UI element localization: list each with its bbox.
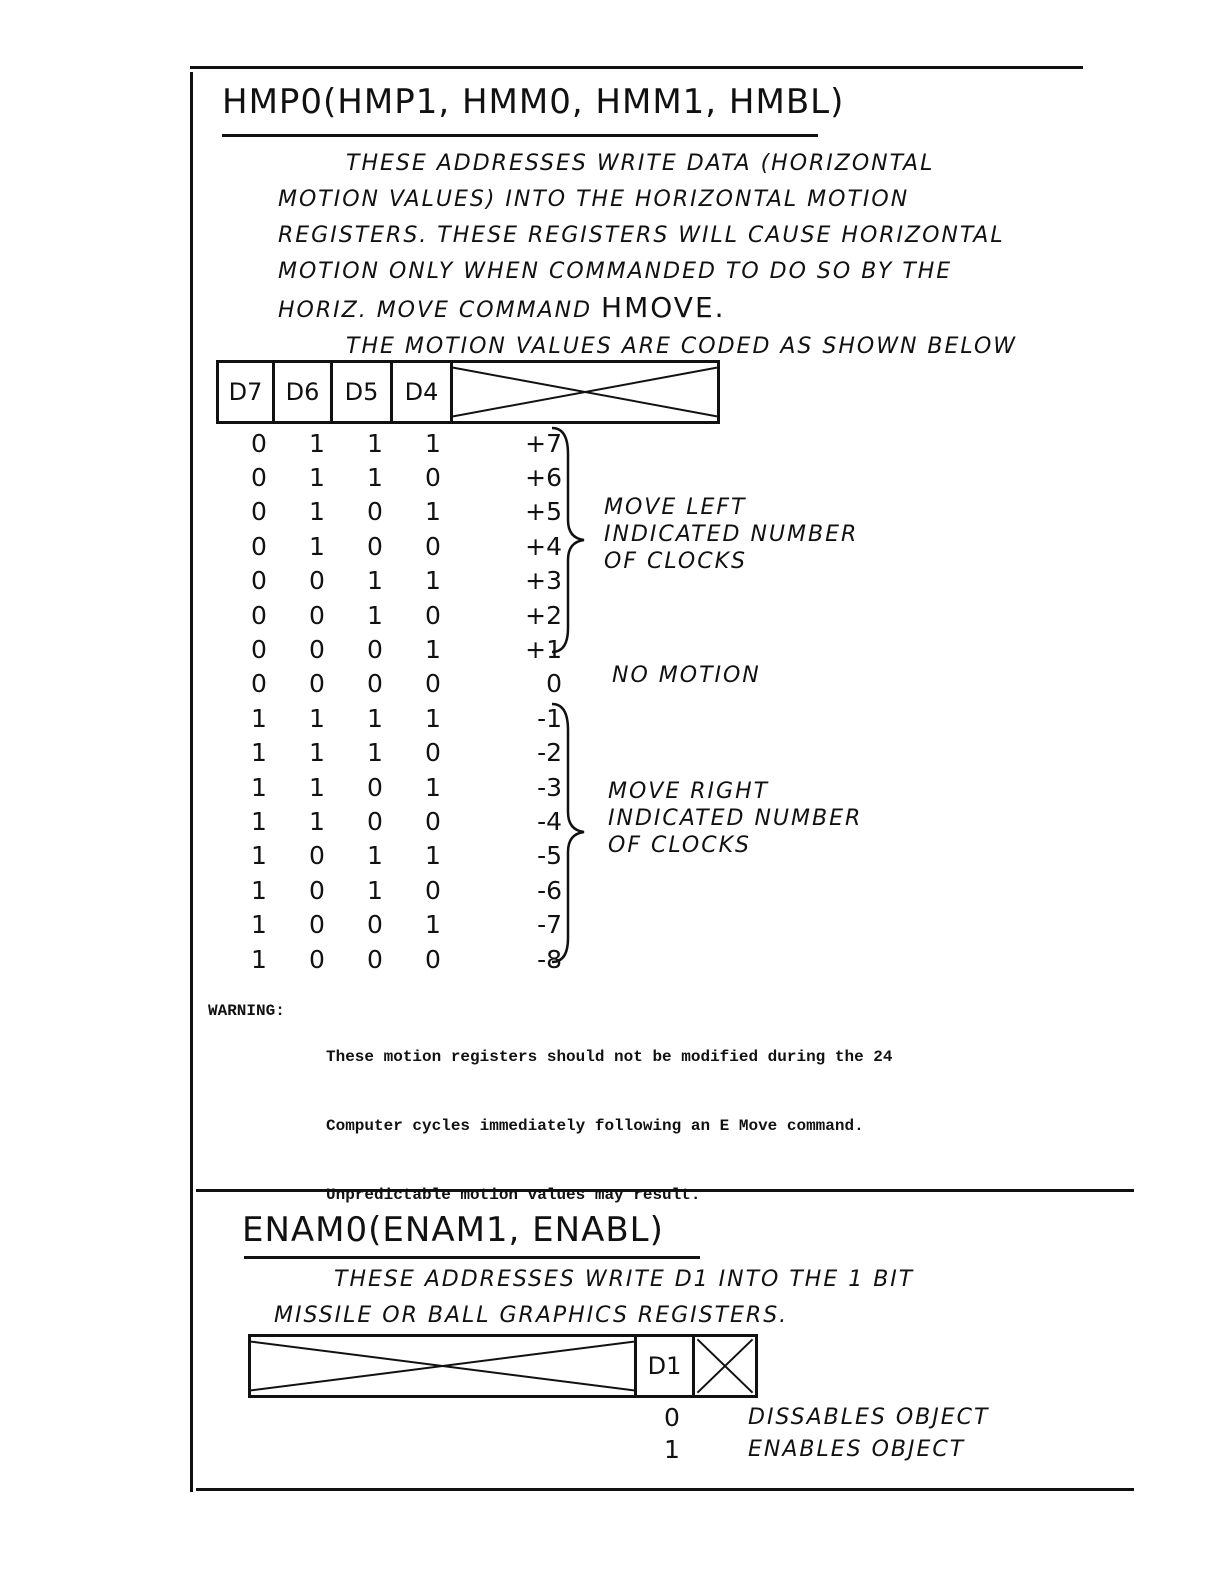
bit-value: 0 xyxy=(251,428,267,458)
motion-row xyxy=(230,839,582,873)
bit-value: 1 xyxy=(251,841,267,871)
move-left-brace xyxy=(548,424,598,656)
bit-value: 1 xyxy=(425,635,441,665)
register-bit-d7: D7 xyxy=(219,363,275,421)
bit-value: 1 xyxy=(367,463,383,493)
bit-value: 0 xyxy=(251,635,267,665)
top-rule xyxy=(190,66,1083,69)
motion-row xyxy=(230,701,582,735)
motion-value: +6 xyxy=(525,463,562,493)
register-bit-d4: D4 xyxy=(393,363,453,421)
bit-value: 1 xyxy=(367,428,383,458)
motion-value: +7 xyxy=(525,428,562,458)
bit-value: 0 xyxy=(251,497,267,527)
bit-value: 1 xyxy=(367,875,383,905)
bit-value: 0 xyxy=(251,600,267,630)
bit-value: 0 xyxy=(309,600,325,630)
enable-option-row xyxy=(656,1402,989,1434)
bit-value: 0 xyxy=(309,910,325,940)
motion-row xyxy=(230,804,582,838)
bit-value: 0 xyxy=(367,497,383,527)
bit-value: 1 xyxy=(251,910,267,940)
bit-value: 0 xyxy=(251,566,267,596)
motion-value: -1 xyxy=(537,703,562,733)
option-value: 0 xyxy=(664,1403,682,1432)
bit-value: 0 xyxy=(367,531,383,561)
description-line: THESE ADDRESSES WRITE DATA (HORIZONTAL xyxy=(346,151,935,176)
enable-register-diagram xyxy=(248,1334,758,1398)
motion-value: +1 xyxy=(525,635,562,665)
move-right-brace xyxy=(548,700,598,966)
register-bit-d6: D6 xyxy=(275,363,333,421)
bottom-rule xyxy=(196,1488,1134,1491)
option-label: DISSABLES OBJECT xyxy=(748,1405,990,1430)
motion-row xyxy=(230,873,582,907)
description-line: MISSILE OR BALL GRAPHICS REGISTERS. xyxy=(274,1303,789,1328)
bit-value: 1 xyxy=(309,497,325,527)
bit-value: 0 xyxy=(309,566,325,596)
motion-value: +5 xyxy=(525,497,562,527)
no-motion-note: NO MOTION xyxy=(612,663,761,688)
bit-value: 1 xyxy=(425,497,441,527)
warning-text xyxy=(326,1000,893,1230)
hm-register-diagram xyxy=(216,360,720,424)
bit-value: 0 xyxy=(425,600,441,630)
bit-value: 0 xyxy=(251,669,267,699)
register-bit-d5: D5 xyxy=(333,363,393,421)
bit-value: 0 xyxy=(367,669,383,699)
note-line: MOVE RIGHT xyxy=(608,779,770,804)
bit-value: 1 xyxy=(425,428,441,458)
motion-value: -8 xyxy=(537,944,562,974)
motion-row xyxy=(230,598,582,632)
bit-value: 0 xyxy=(251,463,267,493)
motion-value: -6 xyxy=(537,875,562,905)
hmove-command: HMOVE. xyxy=(601,291,726,324)
bit-value: 0 xyxy=(425,531,441,561)
unused-bits-cross xyxy=(453,363,717,421)
bit-value: 1 xyxy=(367,703,383,733)
motion-value: +4 xyxy=(525,531,562,561)
description-line: THE MOTION VALUES ARE CODED AS SHOWN BELOW xyxy=(346,334,1018,359)
bit-value: 1 xyxy=(367,566,383,596)
description-line: HORIZ. MOVE COMMAND HMOVE. xyxy=(278,291,726,324)
bit-value: 0 xyxy=(309,944,325,974)
motion-row xyxy=(230,907,582,941)
motion-row xyxy=(230,495,582,529)
bit-value: 1 xyxy=(251,806,267,836)
bit-value: 0 xyxy=(425,875,441,905)
motion-row xyxy=(230,460,582,494)
motion-value: -2 xyxy=(537,738,562,768)
bit-value: 1 xyxy=(251,944,267,974)
move-left-note xyxy=(604,494,858,575)
bit-value: 1 xyxy=(309,738,325,768)
bit-value: 1 xyxy=(309,703,325,733)
bit-value: 1 xyxy=(425,841,441,871)
left-frame-line xyxy=(190,72,193,1492)
note-line: INDICATED NUMBER xyxy=(604,522,859,547)
motion-value: -5 xyxy=(537,841,562,871)
note-line: OF CLOCKS xyxy=(604,549,747,574)
bit-value: 0 xyxy=(425,463,441,493)
enable-options xyxy=(656,1402,989,1466)
bit-value: 1 xyxy=(251,875,267,905)
option-label: ENABLES OBJECT xyxy=(748,1437,966,1462)
bit-value: 1 xyxy=(251,772,267,802)
section2-title: ENAM0(ENAM1, ENABL) xyxy=(242,1210,664,1250)
bit-value: 0 xyxy=(367,772,383,802)
bit-value: 1 xyxy=(309,531,325,561)
bit-value: 0 xyxy=(425,944,441,974)
motion-row xyxy=(230,942,582,976)
motion-value: 0 xyxy=(546,669,562,699)
bit-value: 0 xyxy=(425,806,441,836)
bit-value: 0 xyxy=(309,669,325,699)
motion-value-table xyxy=(230,426,582,976)
bit-value: 1 xyxy=(425,910,441,940)
bit-value: 1 xyxy=(309,428,325,458)
bit-value: 1 xyxy=(425,703,441,733)
motion-row xyxy=(230,564,582,598)
bit-value: 0 xyxy=(425,669,441,699)
bit-value: 0 xyxy=(367,910,383,940)
motion-row xyxy=(230,632,582,666)
motion-row xyxy=(230,736,582,770)
register-bit-d1: D1 xyxy=(637,1337,695,1395)
section2-title-underline xyxy=(244,1256,700,1259)
motion-row xyxy=(230,667,582,701)
enable-option-row xyxy=(656,1434,989,1466)
description-line: THESE ADDRESSES WRITE D1 INTO THE 1 BIT xyxy=(334,1267,915,1292)
description-line: REGISTERS. THESE REGISTERS WILL CAUSE HORIZONTAL xyxy=(278,223,1005,248)
bit-value: 0 xyxy=(367,806,383,836)
motion-row xyxy=(230,426,582,460)
move-right-note xyxy=(608,778,862,859)
bit-value: 1 xyxy=(309,463,325,493)
unused-bits-cross xyxy=(251,1337,637,1395)
unused-bit-cross xyxy=(695,1337,755,1395)
motion-value: -7 xyxy=(537,910,562,940)
motion-value: +3 xyxy=(525,566,562,596)
note-line: OF CLOCKS xyxy=(608,833,751,858)
bit-value: 0 xyxy=(251,531,267,561)
motion-value: -4 xyxy=(537,806,562,836)
bit-value: 1 xyxy=(251,738,267,768)
section1-title: HMP0(HMP1, HMM0, HMM1, HMBL) xyxy=(222,82,845,122)
bit-value: 1 xyxy=(425,772,441,802)
bit-value: 1 xyxy=(251,703,267,733)
bit-value: 1 xyxy=(309,772,325,802)
motion-row xyxy=(230,770,582,804)
warning-line: Computer cycles immediately following an E Move command. xyxy=(326,1117,864,1135)
note-line: INDICATED NUMBER xyxy=(608,806,863,831)
section1-title-underline xyxy=(222,134,818,137)
motion-value: +2 xyxy=(525,600,562,630)
warning-line: These motion registers should not be modified during the 24 xyxy=(326,1048,893,1066)
bit-value: 0 xyxy=(425,738,441,768)
bit-value: 1 xyxy=(309,806,325,836)
bit-value: 0 xyxy=(309,841,325,871)
warning-line: Unpredictable motion values may result. xyxy=(326,1186,701,1204)
bit-value: 0 xyxy=(309,635,325,665)
motion-value: -3 xyxy=(537,772,562,802)
bit-value: 1 xyxy=(425,566,441,596)
bit-value: 1 xyxy=(367,600,383,630)
bit-value: 0 xyxy=(367,635,383,665)
bit-value: 0 xyxy=(309,875,325,905)
section1-description xyxy=(278,146,1017,365)
bit-value: 1 xyxy=(367,738,383,768)
warning-label: WARNING: xyxy=(208,1002,285,1020)
motion-row xyxy=(230,529,582,563)
bit-value: 0 xyxy=(367,944,383,974)
bit-value: 1 xyxy=(367,841,383,871)
option-value: 1 xyxy=(664,1435,682,1464)
section2-description xyxy=(274,1262,914,1334)
description-line: MOTION VALUES) INTO THE HORIZONTAL MOTION xyxy=(278,187,910,212)
note-line: MOVE LEFT xyxy=(604,495,747,520)
description-line: MOTION ONLY WHEN COMMANDED TO DO SO BY THE xyxy=(278,259,953,284)
